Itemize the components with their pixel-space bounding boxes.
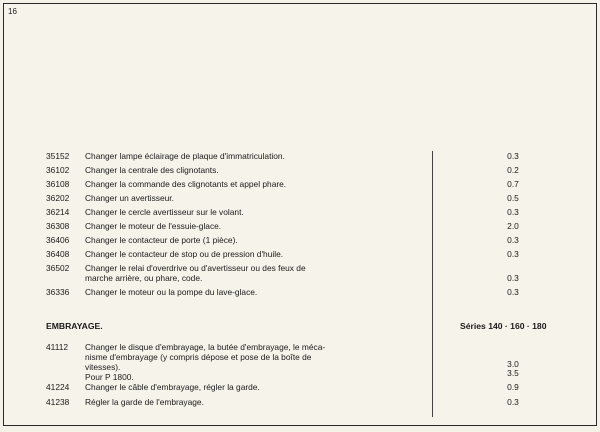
series-label: Séries 140 · 160 · 180 <box>460 321 547 331</box>
operation-description: Changer la commande des clignotants et appel phare. <box>85 179 287 189</box>
section-title: EMBRAYAGE. <box>46 321 103 331</box>
page-number: 16 <box>8 7 17 16</box>
operation-code: 36408 <box>46 249 70 259</box>
operation-description: Changer le câble d'embrayage, régler la garde. <box>85 382 260 392</box>
operation-code: 36202 <box>46 193 70 203</box>
operation-description: Changer le relai d'overdrive ou d'avertisseur ou des feux de marche arrière, ou phare, code. <box>85 263 306 283</box>
operation-description: Changer le contacteur de porte (1 pièce). <box>85 235 238 245</box>
operation-code: 41238 <box>46 397 70 407</box>
operation-time: 0.5 <box>507 193 519 203</box>
operation-code: 36102 <box>46 165 70 175</box>
operation-code: 41224 <box>46 382 70 392</box>
operation-code: 36308 <box>46 221 70 231</box>
operation-description: Changer le contacteur de stop ou de pression d'huile. <box>85 249 284 259</box>
operation-time: 0.3 <box>507 207 519 217</box>
operation-time: 0.3 <box>507 397 519 407</box>
operation-code: 36406 <box>46 235 70 245</box>
operation-description: Changer le moteur ou la pompe du lave-glace. <box>85 287 258 297</box>
operation-description: Régler la garde de l'embrayage. <box>85 397 204 407</box>
operation-description: Changer le cercle avertisseur sur le volant. <box>85 207 244 217</box>
operation-time: 3.0 3.5 <box>507 359 519 378</box>
operation-code: 36214 <box>46 207 70 217</box>
operation-description: Changer la centrale des clignotants. <box>85 165 219 175</box>
operation-time: 0.3 <box>507 287 519 297</box>
operation-code: 36502 <box>46 263 70 273</box>
operation-time: 0.3 <box>507 235 519 245</box>
operation-time: 0.7 <box>507 179 519 189</box>
operation-time: 0.3 <box>507 151 519 161</box>
manual-page <box>3 3 597 426</box>
operation-time: 0.2 <box>507 165 519 175</box>
operation-code: 35152 <box>46 151 70 161</box>
operation-code: 36336 <box>46 287 70 297</box>
operation-time: 0.3 <box>507 249 519 259</box>
operation-description: Changer lampe éclairage de plaque d'immatriculation. <box>85 151 285 161</box>
operation-time: 2.0 <box>507 221 519 231</box>
operation-description: Changer un avertisseur. <box>85 193 174 203</box>
operation-code: 41112 <box>46 342 69 352</box>
column-divider <box>432 151 433 417</box>
operation-code: 36108 <box>46 179 70 189</box>
operation-description: Changer le disque d'embrayage, la butée d'embrayage, le méca- nisme d'embrayage (y compris dépose et pose de la boîte de vitesses). Pour P 1800. <box>85 342 326 382</box>
operation-time: 0.9 <box>507 382 519 392</box>
operation-description: Changer le moteur de l'essuie-glace. <box>85 221 222 231</box>
operation-time: 0.3 <box>507 273 519 283</box>
